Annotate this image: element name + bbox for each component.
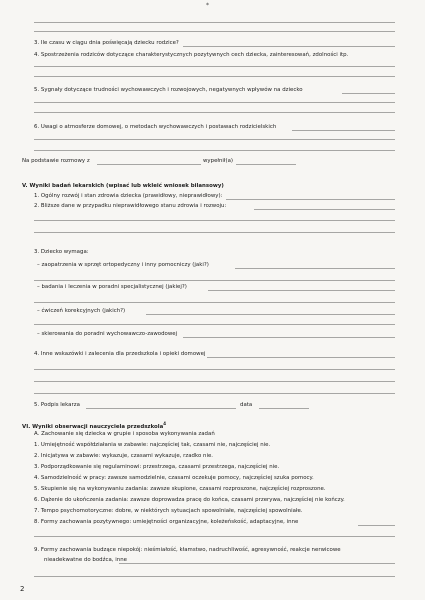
page-number: 2 (20, 585, 25, 593)
teacher-item-9-line[interactable] (34, 576, 395, 577)
answer-line[interactable] (34, 31, 395, 32)
filled-by-field[interactable] (236, 164, 296, 165)
teacher-item-8[interactable]: 8. Formy zachowania pozytywnego: umiejętności organizacyjne, koleżeńskość, adaptacyjne, inne (34, 519, 299, 525)
teacher-item-9[interactable]: 9. Formy zachowania budzące niepokój: nieśmiałość, kłamstwo, nadruchliwość, agresywność, reakcje nerwicowe (34, 547, 341, 553)
medical-q3a-line[interactable] (34, 280, 395, 281)
medical-q2-label: 2. Bliższe dane w przypadku nieprawidłowego stanu zdrowia i rozwoju: (34, 203, 227, 209)
teacher-section-a: A. Zachowanie się dziecka w grupie i sposoba wykonywania zadań (34, 431, 215, 437)
interview-basis-field[interactable] (97, 164, 201, 165)
interview-basis-label: Na podstawie rozmowy z (22, 158, 90, 164)
parents-q6-line[interactable] (34, 150, 395, 151)
top-mark: * (206, 2, 209, 9)
parents-q3-label: 3. Ile czasu w ciągu dnia poświęcają dziecku rodzice? (34, 40, 179, 46)
medical-q3d-label: – skierowania do poradni wychowawczo-zawodowej (37, 331, 178, 337)
teacher-item-4[interactable]: 4. Samodzielność w pracy: zawsze samodzielnie, czasami oczekuje pomocy, najczęściej szuka pomocy. (34, 475, 314, 481)
medical-q3a-field[interactable] (235, 268, 395, 269)
medical-q1-field[interactable] (226, 199, 395, 200)
parents-q6-field[interactable] (292, 130, 395, 131)
medical-q4-line[interactable] (34, 393, 395, 394)
medical-q4-line[interactable] (34, 369, 395, 370)
parents-q5-line[interactable] (34, 112, 395, 113)
medical-q3c-label: – ćwiczeń korekcyjnych (jakich?) (37, 308, 126, 314)
medical-q3b-field[interactable] (208, 290, 395, 291)
medical-date-label: data (240, 402, 253, 408)
medical-q3c-field[interactable] (146, 314, 395, 315)
teacher-item-3[interactable]: 3. Podporządkowanie się regulaminowi: przestrzega, czasami przestrzega, najczęściej nie. (34, 464, 280, 470)
teacher-item-9-field[interactable] (119, 563, 395, 564)
medical-q2-line[interactable] (34, 220, 395, 221)
medical-q2-line[interactable] (34, 232, 395, 233)
teacher-item-9-cont: nieadekwatne do bodźca, inne (44, 557, 127, 563)
teacher-item-1[interactable]: 1. Umiejętność współdziałania w zabawie: najczęściej tak, czasami nie, najczęściej nie. (34, 442, 271, 448)
doctor-signature-label: 5. Podpis lekarza (34, 402, 80, 408)
medical-q3b-label: – badania i leczenia w poradni specjalistycznej (jakiej?) (37, 284, 187, 290)
parents-q4-label: 4. Spostrzeżenia rodziców dotyczące charakterystycznych pozytywnych cech dziecka, zainteresowań, zdolności itp. (34, 52, 349, 58)
teacher-item-8-line[interactable] (34, 536, 395, 537)
parents-q6-line[interactable] (34, 139, 395, 140)
parents-q4-line[interactable] (34, 76, 395, 77)
parents-q5-field[interactable] (342, 93, 395, 94)
medical-heading: V. Wyniki badań lekarskich (wpisać lub wkleić wniosek bilansowy) (22, 183, 224, 189)
answer-line[interactable] (34, 22, 395, 23)
medical-q4-line[interactable] (34, 381, 395, 382)
medical-q4-field[interactable] (207, 357, 395, 358)
teacher-item-8-field[interactable] (358, 525, 395, 526)
parents-q5-line[interactable] (34, 102, 395, 103)
medical-q3a-label: – zaopatrzenia w sprzęt ortopedyczny i inny pomocniczy (jaki?) (37, 262, 209, 268)
medical-date-field[interactable] (259, 408, 309, 409)
medical-q1-label: 1. Ogólny rozwój i stan zdrowia dziecka (prawidłowy, nieprawidłowy): (34, 193, 223, 199)
teacher-item-6[interactable]: 6. Dążenie do ukończenia zadania: zawsze doprowadza pracę do końca, czasami przerywa, najczęściej nie kończy. (34, 497, 345, 503)
teacher-item-7[interactable]: 7. Tempo psychomotoryczne: dobre, w niektórych sytuacjach spowolniałe, najczęściej spowolniałe. (34, 508, 303, 514)
teacher-item-2[interactable]: 2. Inicjatywa w zabawie: wykazuje, czasami wykazuje, rzadko nie. (34, 453, 214, 459)
medical-q4-label: 4. Inne wskazówki i zalecenia dla przedszkola i opieki domowej (34, 351, 206, 357)
teacher-item-5[interactable]: 5. Skupienie się na wykonywaniu zadania: zawsze skupione, czasami rozproszone, najczęściej rozproszone. (34, 486, 326, 492)
medical-q3d-field[interactable] (183, 337, 395, 338)
parents-q6-label: 6. Uwagi o atmosferze domowej, o metodach wychowawczych i postawach rodzicielskich (34, 124, 277, 130)
parents-q3-field[interactable] (183, 46, 395, 47)
parents-q5-label: 5. Sygnały dotyczące trudności wychowawczych i rozwojowych, negatywnych wpływów na dziecko (34, 87, 303, 93)
medical-q3c-line[interactable] (34, 324, 395, 325)
doctor-signature-field[interactable] (86, 408, 236, 409)
parents-q4-line[interactable] (34, 66, 395, 67)
medical-q2-field[interactable] (254, 209, 395, 210)
medical-q3-label: 3. Dziecko wymaga: (34, 249, 89, 255)
filled-by-label: wypełnił(a) (203, 158, 234, 164)
teacher-heading: VI. Wyniki obserwacji nauczyciela przedszkola$^4$ (22, 421, 167, 430)
medical-q3b-line[interactable] (34, 302, 395, 303)
